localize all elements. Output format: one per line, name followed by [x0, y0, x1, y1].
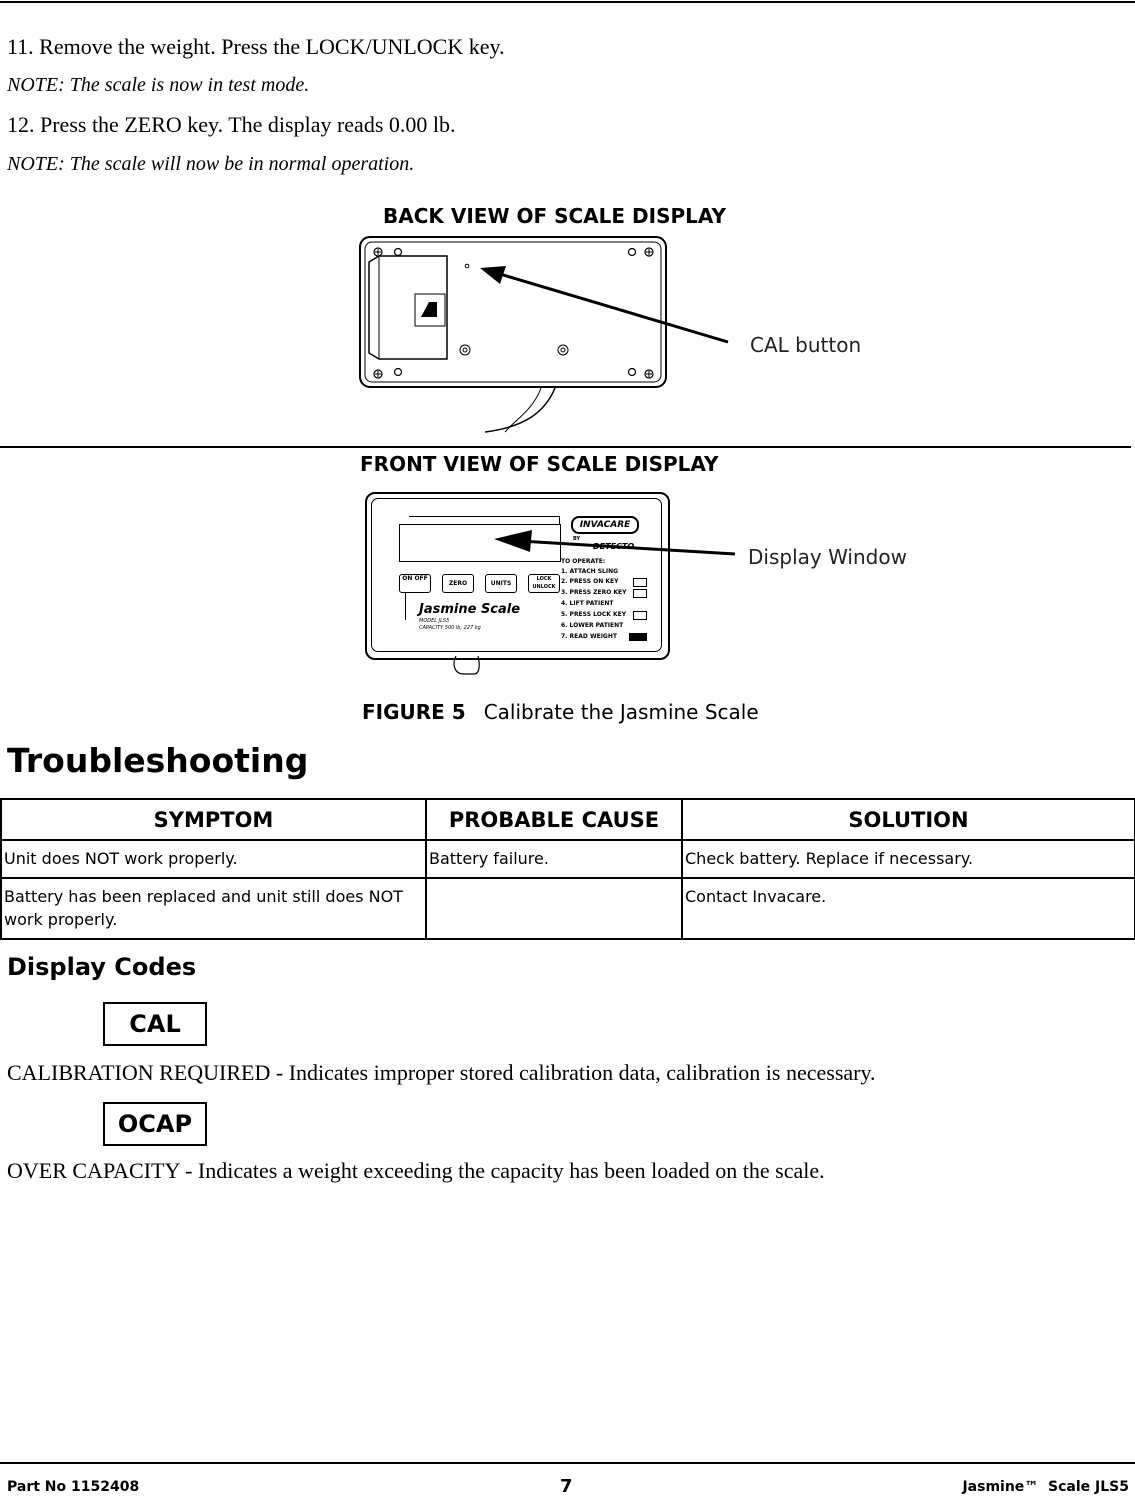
- footer-product: Jasmine™ Scale JLS5: [962, 1479, 1129, 1495]
- cell-cause: Battery failure.: [426, 840, 682, 878]
- header-symptom: SYMPTOM: [1, 799, 426, 840]
- key-on-off: ON OFF: [399, 574, 431, 593]
- footer-part-no: Part No 1152408: [7, 1479, 140, 1495]
- figure-divider: [0, 446, 1131, 448]
- figure-caption: [362, 700, 759, 724]
- step-12: 12. Press the ZERO key. The display reads 0.00 lb.: [7, 112, 456, 137]
- step-icon-3: [633, 611, 647, 620]
- capacity-text: CAPACITY 500 lb, 227 kg: [419, 625, 481, 631]
- header-solution: SOLUTION: [682, 799, 1135, 840]
- front-view-diagram: [365, 492, 670, 660]
- front-view-title: FRONT VIEW OF SCALE DISPLAY: [360, 452, 719, 476]
- code-desc-ocap: OVER CAPACITY - Indicates a weight exceeding the capacity has been loaded on the scale.: [7, 1158, 825, 1183]
- brand-badge: INVACARE: [571, 516, 639, 534]
- operate-step: 2. PRESS ON KEY: [561, 578, 619, 585]
- operate-step: 7. READ WEIGHT: [561, 633, 617, 640]
- display-window-arrow: [490, 528, 740, 568]
- cell-solution: Contact Invacare.: [682, 878, 1135, 939]
- code-box-ocap: OCAP: [103, 1102, 207, 1146]
- product-name: Jasmine Scale: [419, 602, 521, 617]
- key-units: UNITS: [485, 574, 517, 593]
- key-lead-line: [405, 592, 406, 620]
- display-window-callout: Display Window: [748, 545, 907, 569]
- code-desc-cal: CALIBRATION REQUIRED - Indicates improper stored calibration data, calibration is necessary.: [7, 1060, 876, 1085]
- table-header-row: [1, 799, 1135, 840]
- top-rule: [0, 1, 1135, 3]
- operate-step: 1. ATTACH SLING: [561, 568, 619, 575]
- brand-by: BY: [573, 536, 581, 542]
- step-icon-1: [633, 578, 647, 587]
- step-11: 11. Remove the weight. Press the LOCK/UNLOCK key.: [7, 34, 505, 59]
- footer-page-number: 7: [560, 1476, 573, 1497]
- header-probable-cause: PROBABLE CAUSE: [426, 799, 682, 840]
- operate-step: 5. PRESS LOCK KEY: [561, 611, 627, 618]
- cell-symptom: Battery has been replaced and unit still does NOT work properly.: [1, 878, 426, 939]
- table-row: [1, 840, 1135, 878]
- operate-step: 4. LIFT PATIENT: [561, 600, 614, 607]
- step-icon-2: [633, 589, 647, 598]
- cell-cause: [426, 878, 682, 939]
- step-12-note: NOTE: The scale will now be in normal operation.: [7, 153, 415, 175]
- cal-button-arrow: [470, 258, 740, 348]
- operate-title: TO OPERATE:: [561, 558, 606, 565]
- step-11-note: NOTE: The scale is now in test mode.: [7, 74, 310, 96]
- operate-step: 3. PRESS ZERO KEY: [561, 589, 627, 596]
- troubleshooting-heading: Troubleshooting: [7, 741, 309, 780]
- figure-caption-text: Calibrate the Jasmine Scale: [483, 700, 759, 724]
- cell-symptom: Unit does NOT work properly.: [1, 840, 426, 878]
- cell-solution: Check battery. Replace if necessary.: [682, 840, 1135, 878]
- back-view-title: BACK VIEW OF SCALE DISPLAY: [383, 204, 726, 228]
- step-icon-4: [629, 633, 647, 641]
- display-window-frame: [409, 516, 560, 525]
- table-row: [1, 878, 1135, 939]
- figure-label: FIGURE 5: [362, 700, 466, 724]
- cal-button-callout: CAL button: [750, 333, 862, 357]
- display-codes-heading: Display Codes: [7, 953, 197, 981]
- key-zero: ZERO: [442, 574, 474, 593]
- troubleshooting-table: [0, 798, 1135, 940]
- model-text: MODEL JLS5: [419, 618, 450, 624]
- key-lock-unlock: LOCK UNLOCK: [528, 574, 560, 593]
- operate-step: 6. LOWER PATIENT: [561, 622, 624, 629]
- code-box-cal: CAL: [103, 1002, 207, 1046]
- footer-rule: [0, 1462, 1135, 1464]
- front-view-cable: [448, 654, 488, 678]
